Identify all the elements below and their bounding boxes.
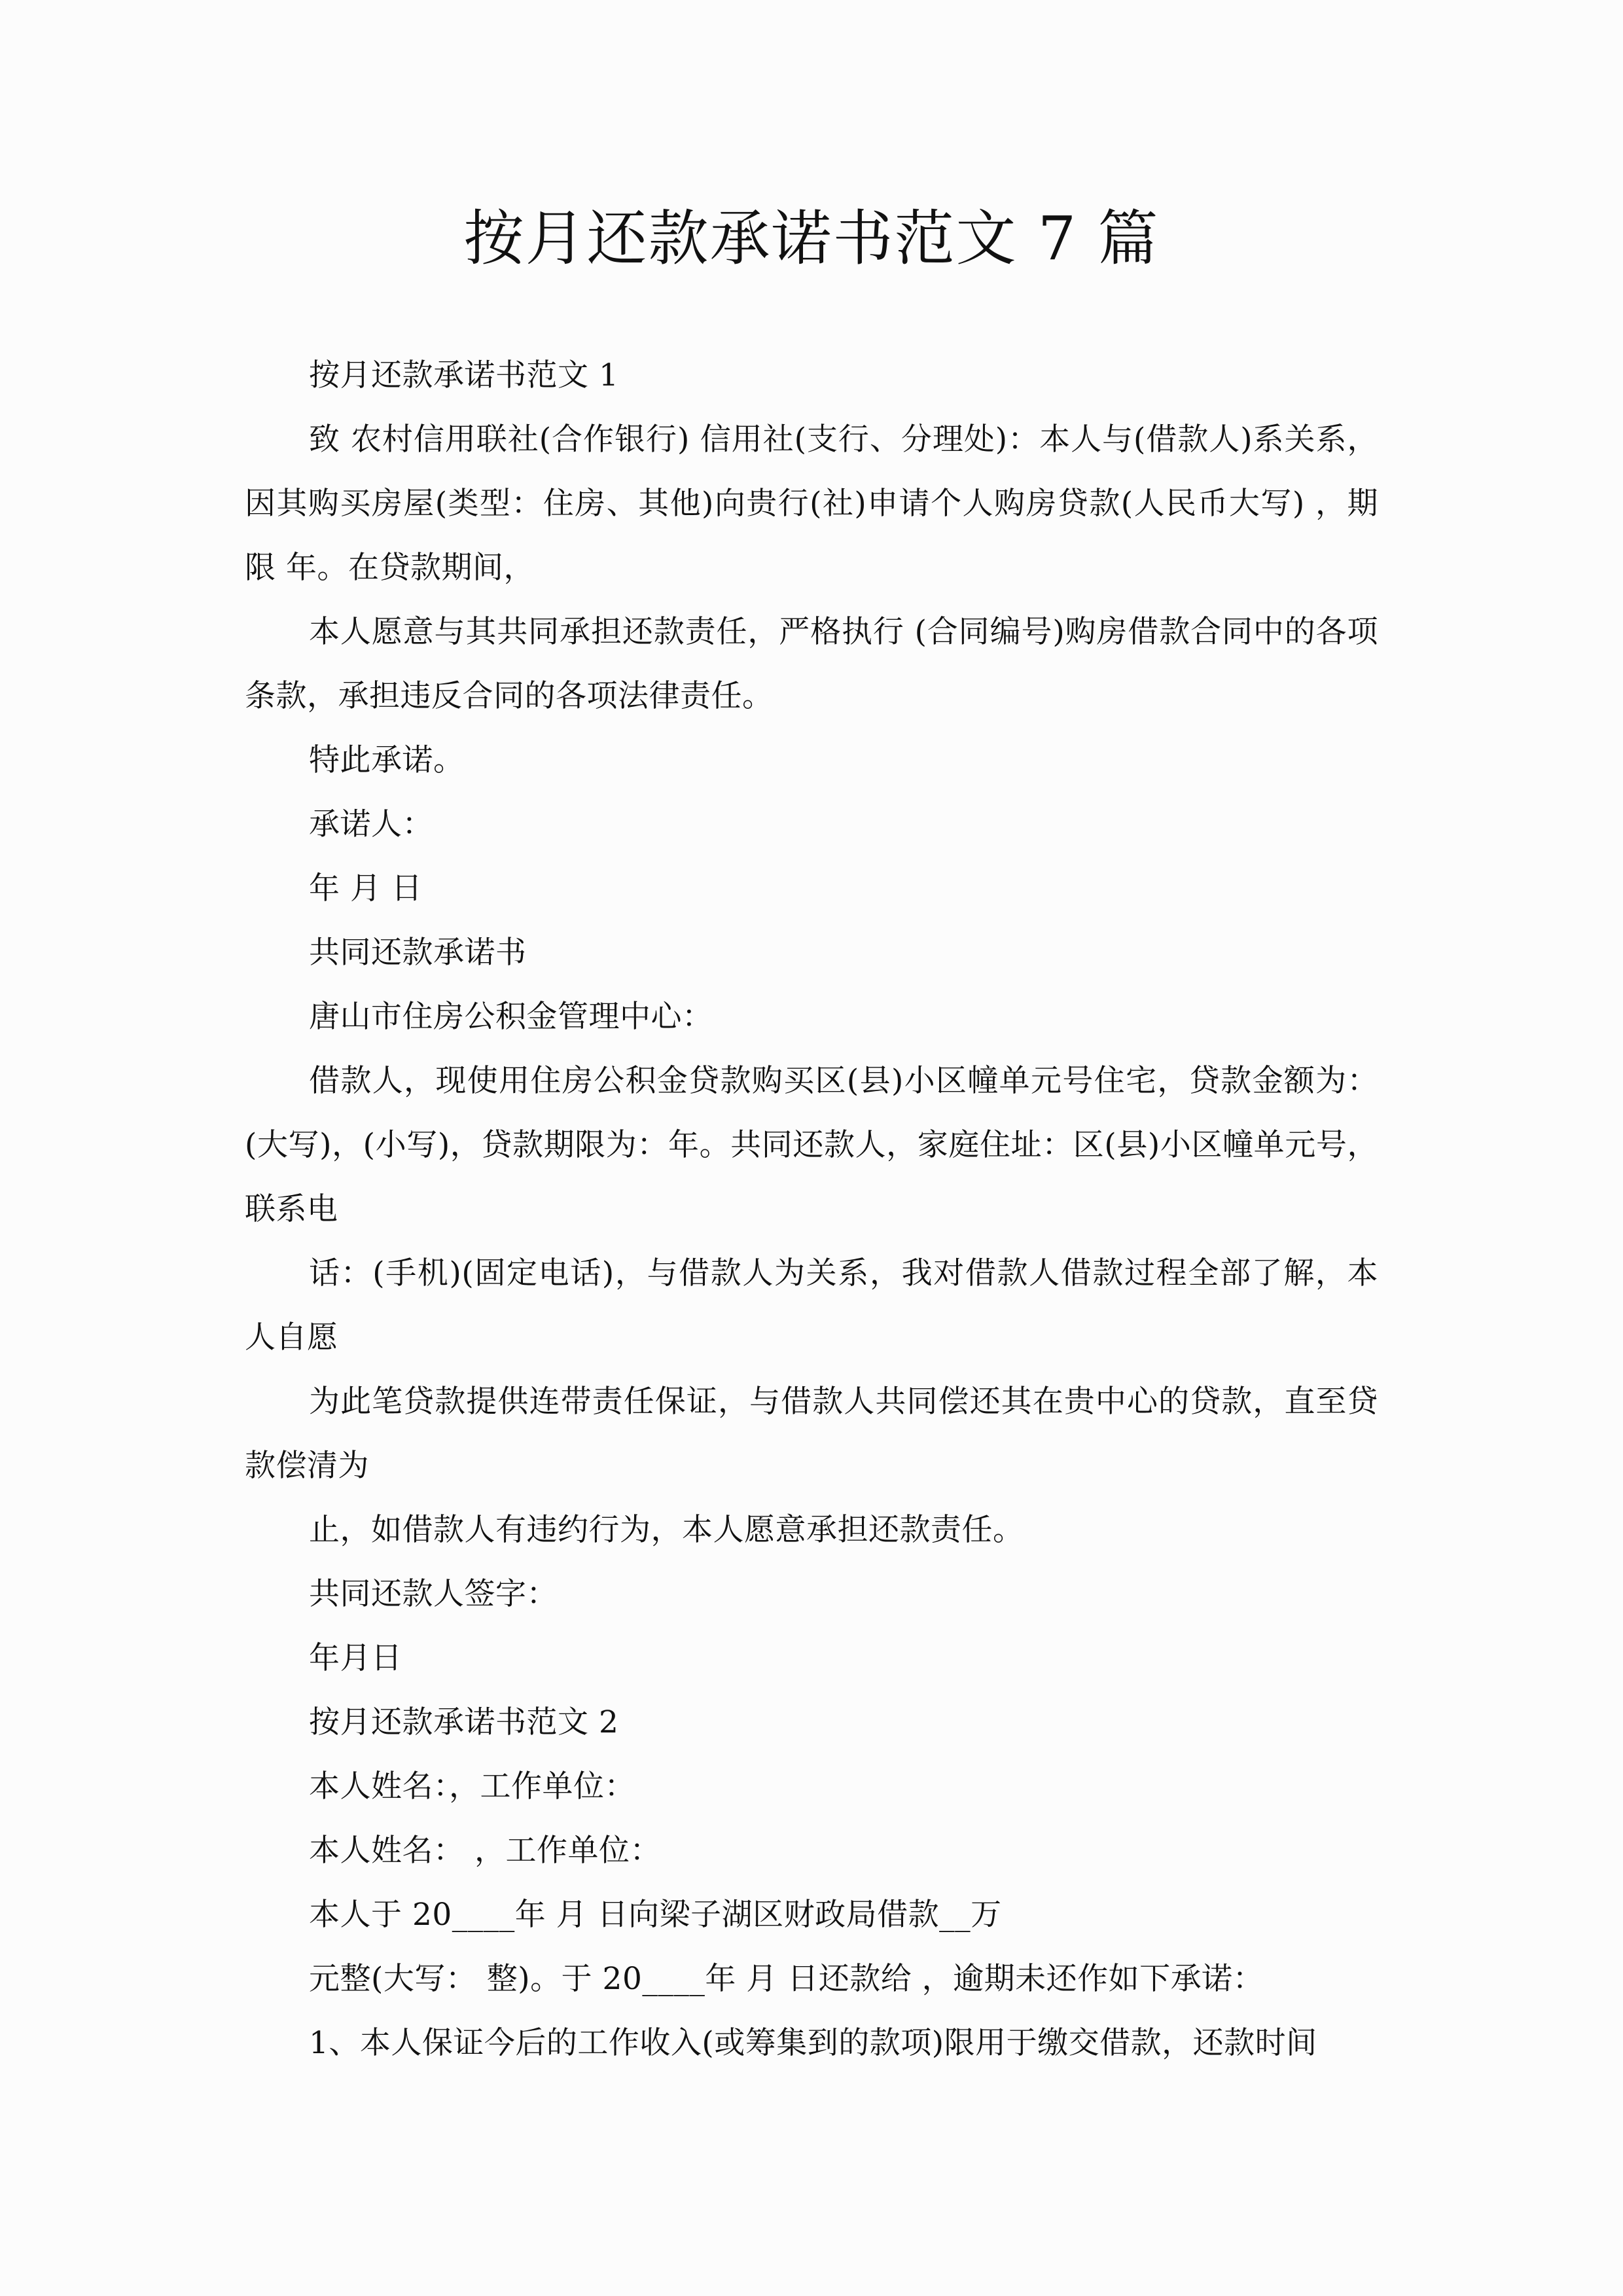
document-title: 按月还款承诺书范文 7 篇 — [463, 204, 1160, 274]
paragraph: 为此笔贷款提供连带责任保证，与借款人共同偿还其在贵中心的贷款，直至贷款偿清为 — [245, 1384, 1378, 1484]
date-line: 年 月 日 — [309, 870, 423, 906]
paragraph: 本人愿意与其共同承担还款责任，严格执行 (合同编号)购房借款合同中的各项条款，承担违反合同的各项法律责任。 — [245, 614, 1378, 714]
paragraph: 致 农村信用联社(合作银行) 信用社(支行、分理处)：本人与(借款人)系关系，因其购买房屋(类型：住房、其他)向贵行(社)申请个人购房贷款(人民币大写) ，期限 年。在贷款期间， — [245, 422, 1378, 586]
signature-label: 承诺人： — [309, 806, 433, 842]
paragraph: 1、本人保证今后的工作收入(或筹集到的款项)限用于缴交借款，还款时间 — [309, 2025, 1317, 2061]
section-heading-1: 按月还款承诺书范文 1 — [309, 357, 619, 393]
paragraph: 本人姓名： ，工作单位： — [309, 1833, 661, 1869]
section-heading-2: 按月还款承诺书范文 2 — [309, 1704, 619, 1740]
paragraph: 止，如借款人有违约行为，本人愿意承担还款责任。 — [309, 1512, 1024, 1548]
date-line: 年月日 — [309, 1640, 402, 1676]
document-body — [245, 344, 1378, 2075]
paragraph: 本人姓名：，工作单位： — [309, 1768, 635, 1804]
paragraph: 元整(大写： 整)。于 20____年 月 日还款给 ，逾期未还作如下承诺： — [309, 1961, 1264, 1997]
subheading: 共同还款承诺书 — [309, 935, 527, 971]
signature-label: 共同还款人签字： — [309, 1576, 558, 1612]
paragraph: 特此承诺。 — [309, 742, 465, 778]
paragraph: 本人于 20____年 月 日向梁子湖区财政局借款__万 — [309, 1897, 1002, 1933]
paragraph: 借款人，现使用住房公积金贷款购买区(县)小区幢单元号住宅，贷款金额为：(大写)，(小写)，贷款期限为：年。共同还款人，家庭住址：区(县)小区幢单元号，联系电 — [245, 1063, 1378, 1227]
paragraph: 话：(手机)(固定电话)，与借款人为关系，我对借款人借款过程全部了解，本人自愿 — [245, 1255, 1378, 1355]
addressee: 唐山市住房公积金管理中心： — [309, 999, 713, 1035]
